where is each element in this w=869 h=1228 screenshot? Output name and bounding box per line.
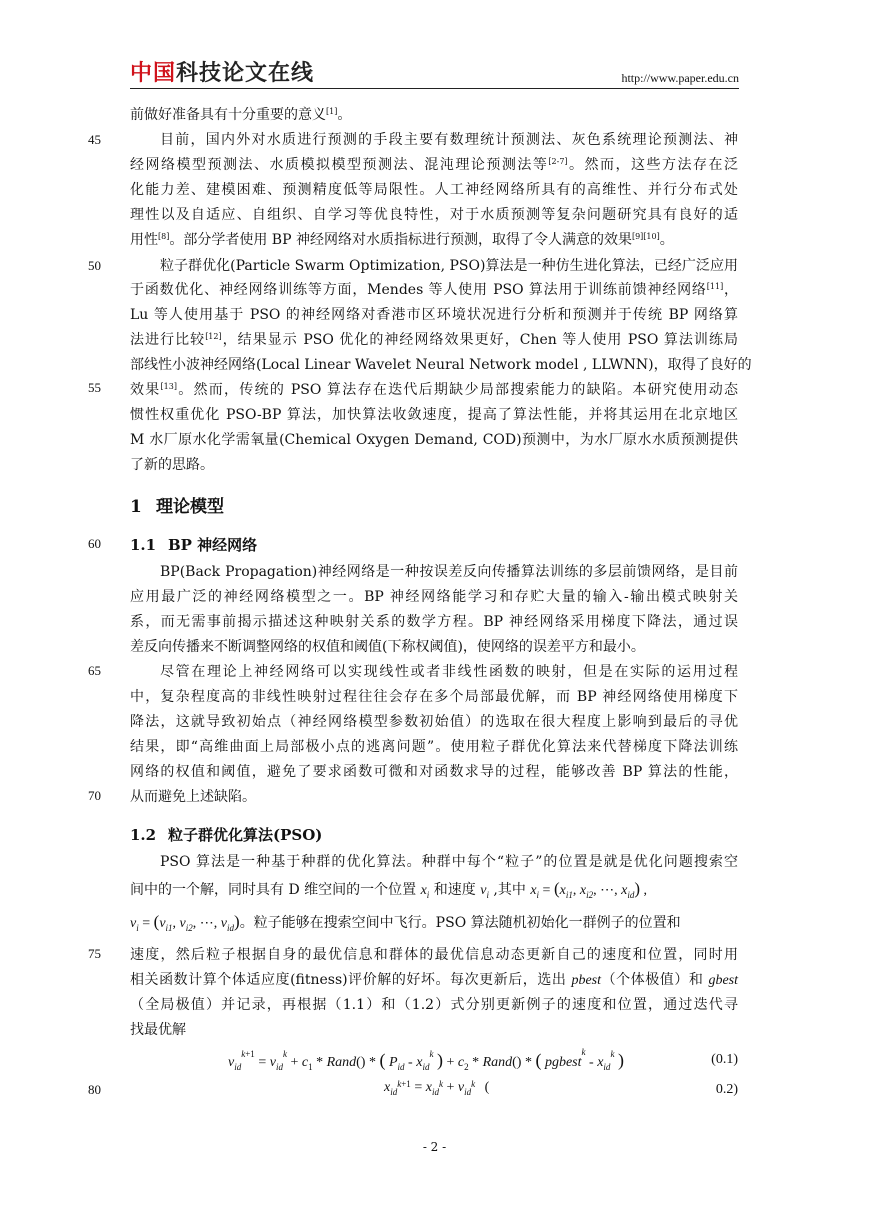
paragraph-line: 部线性小波神经网络(Local Linear Wavelet Neural Network model , LLWNN)，取得了良好的 — [130, 357, 752, 373]
paragraph-line: 速度，然后粒子根据自身的最优信息和群体的最优信息动态更新自己的速度和位置，同时用 — [130, 947, 738, 963]
paragraph-line: 降法，这就导致初始点（神经网络模型参数初始值）的选取在很大程度上影响到最后的寻优 — [130, 714, 738, 730]
paragraph-line: 系，而无需事前揭示描述这种映射关系的数学方程。BP 神经网络采用梯度下降法，通过误 — [130, 614, 738, 630]
paragraph-line: 从而避免上述缺陷。 — [130, 789, 256, 805]
paragraph-line: 前做好准备具有十分重要的意义[1]。 — [130, 107, 352, 123]
line-number: 75 — [88, 946, 101, 961]
line-number: 65 — [88, 663, 101, 678]
paragraph-line: 间中的一个解，同时具有 D 维空间的一个位置 $x_i$ 和速度 $v_i$ ,其中 $x_i = (x_{i1}$, $x_{i2}$, ⋯, $x_{id}$) , — [130, 879, 647, 900]
paragraph-line: 应用最广泛的神经网络模型之一。BP 神经网络能学习和存贮大量的输入-输出模式映射关 — [130, 589, 738, 605]
equation-number: 0.2) — [715, 1082, 738, 1097]
paragraph-line: 了新的思路。 — [130, 457, 214, 473]
paragraph-line: 相关函数计算个体适应度(fitness)评价解的好坏。每次更新后，选出 pbest（个体极值）和 gbest — [130, 972, 738, 988]
line-number: 50 — [88, 258, 101, 273]
velocity-vector-formula: $v_i = (v_{i1}$, $v_{i2}$, ⋯, $v_{id}$) — [130, 912, 240, 933]
paragraph-line: 于函数优化、神经网络训练等方面，Mendes 等人使用 PSO 算法用于训练前馈神经网络[11]， — [130, 282, 739, 298]
velocity-update-equation: $v_{id}^{k+1} = v_{id}^k + c_1$ * Rand() * ( $P_{id} - x_{id}^k$ ) + $c_2$ * Rand() * ( pgbest$^k$ - $x_{id}^k$ ) — [228, 1047, 624, 1072]
line-number: 70 — [88, 788, 101, 803]
line-number: 45 — [88, 132, 101, 147]
paragraph-line: $v_i = (v_{i1}$, $v_{i2}$, ⋯, $v_{id}$)。粒子能够在搜索空间中飞行。PSO 算法随机初始化一群例子的位置和 — [130, 912, 681, 933]
subsection-heading: 1.1 BP 神经网络 — [130, 536, 258, 554]
paragraph-line: BP(Back Propagation)神经网络是一种按误差反向传播算法训练的多层前馈网络，是目前 — [160, 564, 738, 580]
paragraph-line: 化能力差、建模困难、预测精度低等局限性。人工神经网络所具有的高维性、并行分布式处 — [130, 182, 738, 198]
paragraph-line: 目前，国内外对水质进行预测的手段主要有数理统计预测法、灰色系统理论预测法、神 — [160, 132, 738, 148]
paragraph-line: 中，复杂程度高的非线性映射过程往往会存在多个局部最优解，而 BP 神经网络使用梯度下 — [130, 689, 738, 705]
paragraph-line: 网络的权值和阈值，避免了要求函数可微和对函数求导的过程，能够改善 BP 算法的性能， — [130, 764, 738, 780]
paragraph-line: 效果[13]。然而，传统的 PSO 算法存在迭代后期缺少局部搜索能力的缺陷。本研究使用动态 — [130, 382, 739, 398]
paragraph-line: 理性以及自适应、自组织、自学习等优良特性，对于水质预测等复杂问题研究具有良好的适 — [130, 207, 738, 223]
page-number: - 2 - — [422, 1140, 447, 1154]
header-url: http://www.paper.edu.cn — [621, 71, 739, 85]
line-number: 55 — [88, 380, 101, 395]
paragraph-line: 用性[8]。部分学者使用 BP 神经网络对水质指标进行预测，取得了令人满意的效果[9][10]。 — [130, 232, 674, 248]
paragraph-line: 找最优解 — [130, 1022, 186, 1038]
journal-logo: 中国科技论文在线 — [130, 61, 315, 86]
paragraph-line: 惯性权重优化 PSO-BP 算法，加快算法收敛速度，提高了算法性能，并将其运用在北京地区 — [130, 407, 738, 423]
paragraph-line: 结果，即“高维曲面上局部极小点的逃离问题”。使用粒子群优化算法来代替梯度下降法训练 — [130, 739, 738, 755]
equation-number: (0.1) — [711, 1052, 738, 1067]
position-update-equation: $x_{id}^{k+1} = x_{id}^k + v_{id}^k$ ( — [384, 1079, 490, 1097]
paragraph-line: Lu 等人使用基于 PSO 的神经网络对香港市区环境状况进行分析和预测并于传统 BP 网络算 — [130, 307, 738, 323]
paragraph-line: 差反向传播来不断调整网络的权值和阈值(下称权阈值)，使网络的误差平方和最小。 — [130, 639, 645, 655]
paragraph-line: 粒子群优化(Particle Swarm Optimization, PSO)算法是一种仿生进化算法，已经广泛应用 — [160, 258, 738, 274]
line-number: 80 — [88, 1082, 101, 1097]
paragraph-line: 尽管在理论上神经网络可以实现线性或者非线性函数的映射，但是在实际的运用过程 — [160, 664, 738, 680]
paragraph-line: PSO 算法是一种基于种群的优化算法。种群中每个“粒子”的位置是就是优化问题搜索空 — [160, 854, 738, 870]
paragraph-line: （全局极值）并记录，再根据（1.1）和（1.2）式分别更新例子的速度和位置，通过迭代寻 — [130, 997, 738, 1013]
paragraph-line: M 水厂原水化学需氧量(Chemical Oxygen Demand, COD)预测中，为水厂原水水质预测提供 — [130, 432, 738, 448]
subsection-heading: 1.2 粒子群优化算法(PSO) — [130, 826, 323, 844]
paragraph-line: 法进行比较[12]，结果显示 PSO 优化的神经网络效果更好，Chen 等人使用 PSO 算法训练局 — [130, 332, 738, 348]
section-heading: 1 理论模型 — [130, 497, 224, 517]
page-header — [130, 62, 739, 89]
position-vector-formula: $x_i = (x_{i1}$, $x_{i2}$, ⋯, $x_{id}$) , — [530, 879, 647, 900]
paragraph-line: 经网络模型预测法、水质模拟模型预测法、混沌理论预测法等[2-7]。然而，这些方法存在泛 — [130, 157, 739, 173]
line-number: 60 — [88, 536, 101, 551]
